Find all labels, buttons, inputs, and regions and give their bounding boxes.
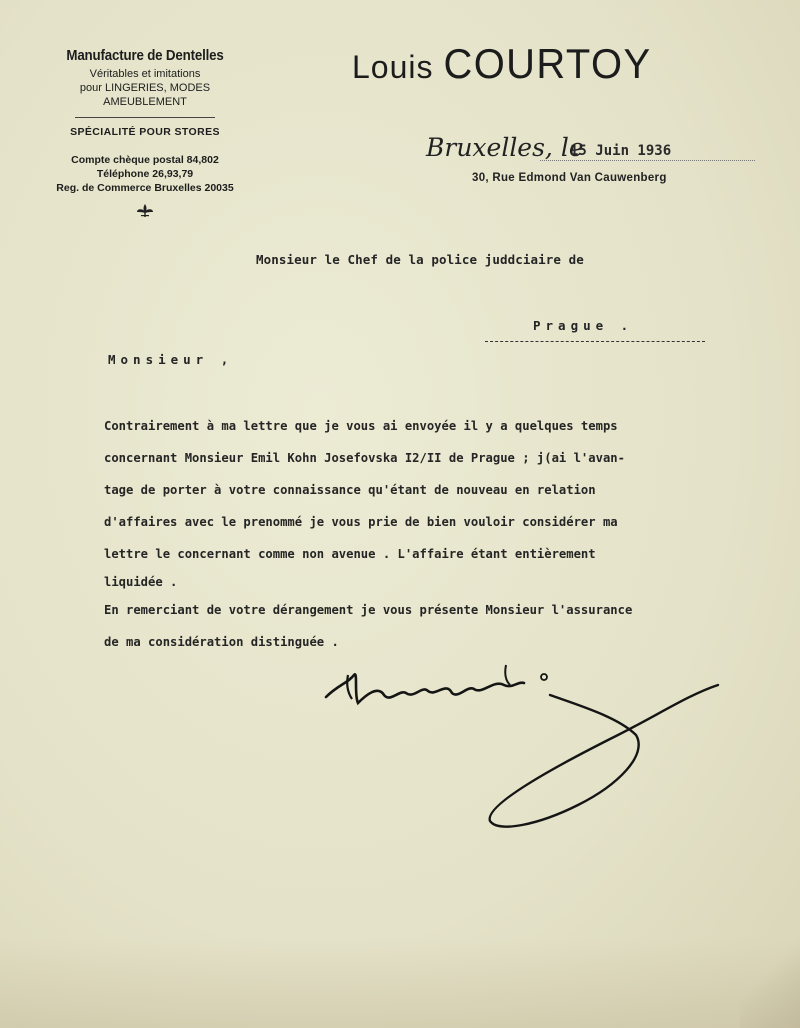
fleur-ornament-icon	[30, 202, 260, 223]
body-line: Contrairement à ma lettre que je vous ai envoyée il y a quelques temps	[104, 419, 618, 433]
company-specialty: SPÉCIALITÉ POUR STORES	[70, 126, 220, 138]
sender-address: 30, Rue Edmond Van Cauwenberg	[472, 172, 667, 184]
body-line: lettre le concernant comme non avenue . L'affaire étant entièrement	[104, 547, 596, 561]
company-tagline: Véritables et imitations	[89, 68, 201, 80]
dateline-city: Bruxelles, le	[426, 133, 584, 162]
salutation: Monsieur ,	[108, 352, 234, 367]
letterhead-name	[352, 40, 657, 88]
letterhead-divider	[75, 117, 215, 118]
letter-date: 15 Juin 1936	[570, 143, 672, 159]
addressee-underline	[485, 341, 705, 342]
body-line: concernant Monsieur Emil Kohn Josefovska I2/II de Prague ; j(ai l'avan-	[104, 451, 625, 465]
body-line: d'affaires avec le prenommé je vous prie de bien vouloir considérer ma	[104, 515, 618, 529]
body-line: En remerciant de votre dérangement je vous présente Monsieur l'assurance	[104, 603, 633, 617]
first-name: Louis	[352, 49, 434, 85]
handwritten-signature-icon	[318, 655, 728, 840]
paper-wear	[740, 938, 800, 1028]
date-dotted-line	[540, 160, 755, 161]
last-name: COURTOY	[443, 40, 652, 87]
body-line: de ma considération distinguée .	[104, 635, 339, 649]
commerce-registry: Reg. de Commerce Bruxelles 20035	[56, 182, 234, 194]
body-line: liquidée .	[104, 575, 178, 589]
company-products: pour LINGERIES, MODES	[79, 82, 211, 94]
body-line: tage de porter à votre connaissance qu'étant de nouveau en relation	[104, 483, 596, 497]
postal-account: Compte chèque postal 84,802	[71, 154, 219, 166]
company-name: Manufacture de Dentelles	[66, 48, 224, 64]
letter-body	[104, 410, 800, 658]
addressee-line: Monsieur le Chef de la police juddciaire de	[256, 252, 584, 267]
letterhead-left	[30, 48, 260, 223]
addressee-city: Prague .	[533, 318, 634, 333]
phone-number: Téléphone 26,93,79	[96, 168, 194, 180]
company-products-2: AMEUBLEMENT	[103, 96, 187, 108]
